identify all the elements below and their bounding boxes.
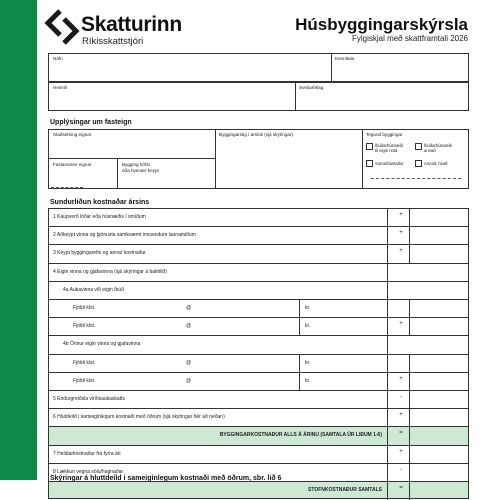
amount-field[interactable] [409,317,470,336]
row-label: Fjöldi klst. [73,305,96,311]
heimili-label: Heimili [53,85,67,90]
rate-at-symbol: @ [186,377,192,384]
tegund-field [362,129,469,189]
fastanumer-dashes [51,184,83,188]
checkbox-annad-label: Annað, hvað [424,161,448,166]
sign-column [387,281,388,300]
checkbox-ibud-annad-label: Íbúðarhúsnæði annað [424,143,452,153]
stadsetning-field[interactable] [48,129,216,159]
tegund-label: Tegund byggingar [366,132,403,137]
document-subtitle: Fylgiskjal með skattframtali 2026 [351,34,468,43]
sign-column [387,317,388,336]
sign-column [387,244,388,263]
operator-sign: + [399,248,403,255]
row-label: 1 Kaupverð lóðar eða húsnæðis í smíðum [53,214,146,220]
sign-column [387,445,388,464]
row-label: 3 Keypt byggingarefni og annar kostnaður [53,250,146,257]
row-label: 8 Lækkun vegna sölu/hagnaðar [53,468,124,475]
kr-label: kr. [305,305,311,311]
checkbox-annad[interactable] [415,160,422,167]
kr-label: kr. [305,323,311,330]
sign-column [387,481,388,500]
operator-sign: + [399,448,403,455]
amount-field[interactable] [409,335,470,354]
sign-column [387,208,388,227]
amount-field[interactable] [409,481,470,500]
bygging-field[interactable] [117,158,216,189]
sign-column [387,226,388,245]
table-row [48,408,469,427]
checkbox-ibud-annad[interactable] [415,143,422,150]
sign-column [387,372,388,391]
sign-column [387,335,388,354]
amount-field[interactable] [409,408,470,427]
amount-field[interactable] [409,390,470,409]
amount-separator [299,317,300,336]
checkbox-sumarbustadur[interactable] [366,160,373,167]
sign-column [387,354,388,373]
table-row [48,335,469,354]
rate-at-symbol: @ [186,359,192,366]
row-label: Fjöldi klst. [73,323,96,330]
sign-column [387,390,388,409]
amount-separator [299,372,300,391]
checkbox-ibud-eigin-label: Íbúðarhúsnæði til eigin nota [375,143,403,153]
row-label: 4b Önnur eigin vinna og gjafavinna [63,341,141,348]
stadsetning-label: Staðsetning eignar [53,132,92,137]
logo-subname: Ríkisskattstjóri [82,36,144,47]
row-label: 6 Hlutdeild í sameiginlegum kostnaði með öðrum (sjá skýringar hér að neðan) [53,414,225,421]
table-row [48,244,469,263]
table-row [48,226,469,245]
amount-field[interactable] [409,244,470,263]
operator-sign: + [399,212,403,218]
operator-sign: + [399,230,403,237]
kennitala-label: Kennitala [335,56,355,61]
amount-separator [299,354,300,373]
heimili-field[interactable] [48,82,296,111]
table-row [48,390,469,409]
table-row [48,299,469,318]
byggingarstig-label: Byggingarstig í árslok (sjá skýringar) [219,132,294,137]
table-row [48,317,469,336]
sveitarfelag-label: Sveitarfélag [299,85,324,90]
table-row [48,281,469,300]
amount-field[interactable] [409,463,470,482]
operator-sign: + [399,412,403,419]
operator-sign: - [400,466,402,473]
rate-at-symbol: @ [186,305,192,311]
table-row [48,354,469,373]
property-section-title: Upplýsingar um fasteign [50,119,132,126]
bygging-label-2: eða hvenær keypt [122,168,159,173]
rate-at-symbol: @ [186,323,192,330]
row-label: 7 Heildarkostnaður frá fyrra ári [53,450,121,457]
row-label: 4a Aukavinna við eigin íbúð [63,286,124,293]
table-row [48,263,469,282]
logo-name: Skatturinn [81,13,182,36]
costs-footer-title: Skýringar á hluttdeild í sameiginlegum kostnaði með öðrum, sbr. lið 6 [50,475,282,482]
row-label: 5 Endurgreiðsla virðisaukaskatts [53,396,125,402]
amount-field[interactable] [409,299,470,318]
amount-separator [299,299,300,318]
checkbox-ibud-eigin[interactable] [366,143,373,150]
operator-sign: = [399,485,403,491]
name-label: Nafn [53,56,63,61]
operator-sign: + [399,375,403,382]
total-row-label: STOFNKOSTNAÐUR SAMTALS [308,487,382,493]
operator-sign: = [399,430,403,437]
amount-field[interactable] [409,208,470,227]
document-title: Húsbyggingarskýrsla [295,15,468,34]
sign-column [387,263,388,282]
sveitarfelag-field[interactable] [295,82,469,111]
row-label: 2 Aðkeypt vinna og þjónusta samkvæmt innsendum launamiðum [53,232,196,239]
row-label: Fjöldi klst. [73,359,96,366]
sign-column [387,426,388,445]
total-row [48,426,469,445]
name-field[interactable] [48,53,332,82]
amount-field[interactable] [409,263,470,282]
operator-sign: + [399,321,403,328]
sign-column [387,408,388,427]
logo-mark-icon [44,9,80,45]
amount-field[interactable] [409,445,470,464]
kennitala-field[interactable] [331,53,469,82]
byggingarstig-field[interactable] [215,129,363,189]
amount-field[interactable] [409,226,470,245]
bygging-label-1: Bygging hófst [122,162,150,167]
total-row [48,481,469,499]
sign-column [387,463,388,482]
annad-write-line [371,178,461,179]
sign-column [387,299,388,318]
table-row [48,372,469,391]
amount-field[interactable] [409,372,470,391]
checkbox-sumarbustadur-label: Sumarbústaður [375,161,404,166]
row-label: Fjöldi klst. [73,377,96,384]
kr-label: kr. [305,359,311,366]
amount-field[interactable] [409,354,470,373]
fastanumer-label: Fastanúmer eignar [53,162,92,167]
table-row [48,208,469,227]
total-row-label: BYGGINGARKOSTNAÐUR ALLS Á ÁRINU (SAMTALA ÚR LIÐUM 1-6) [219,432,382,439]
operator-sign: - [400,394,402,400]
amount-field[interactable] [409,281,470,300]
left-accent-bar [0,0,37,480]
table-row [48,445,469,464]
kr-label: kr. [305,377,311,384]
skatturinn-logo [44,9,194,49]
costs-section-title: Sundurliðun kostnaðar ársins [50,199,150,206]
amount-field[interactable] [409,426,470,445]
row-label: 4 Eigin vinna og gjafavinna (sjá skýringar á bakhlið) [53,268,167,275]
